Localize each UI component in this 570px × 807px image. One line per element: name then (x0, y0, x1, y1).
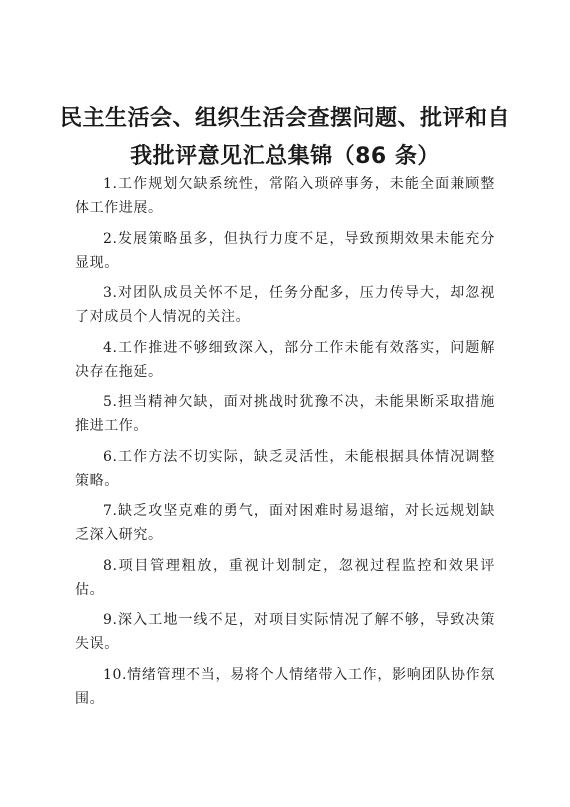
title-line-1: 民主生活会、组织生活会查摆问题、批评和自 (60, 106, 511, 131)
list-item: 8.项目管理粗放，重视计划制定，忽视过程监控和效果评估。 (75, 557, 495, 598)
document-title (60, 100, 510, 176)
list-item: 7.缺乏攻坚克难的勇气，面对困难时易退缩，对长远规划缺乏深入研究。 (75, 503, 495, 543)
issue-list (75, 172, 495, 717)
list-item: 10.情绪管理不当，易将个人情绪带入工作，影响团队协作氛围。 (75, 666, 495, 707)
list-item: 3.对团队成员关怀不足，任务分配多，压力传导大，却忽视了对成员个人情况的关注。 (75, 285, 495, 325)
list-item: 6.工作方法不切实际，缺乏灵活性，未能根据具体情况调整策略。 (75, 448, 495, 489)
list-item: 9.深入工地一线不足，对项目实际情况了解不够，导致决策失误。 (75, 612, 495, 652)
list-item: 4.工作推进不够细致深入，部分工作未能有效落实，问题解决存在拖延。 (75, 339, 495, 380)
list-item: 2.发展策略虽多，但执行力度不足，导致预期效果未能充分显现。 (75, 230, 495, 271)
list-item: 5.担当精神欠缺，面对挑战时犹豫不决，未能果断采取措施推进工作。 (75, 394, 495, 434)
title-line-2: 我批评意见汇总集锦（86 条） (130, 144, 440, 169)
list-item: 1.工作规划欠缺系统性，常陷入琐碎事务，未能全面兼顾整体工作进展。 (75, 176, 495, 216)
